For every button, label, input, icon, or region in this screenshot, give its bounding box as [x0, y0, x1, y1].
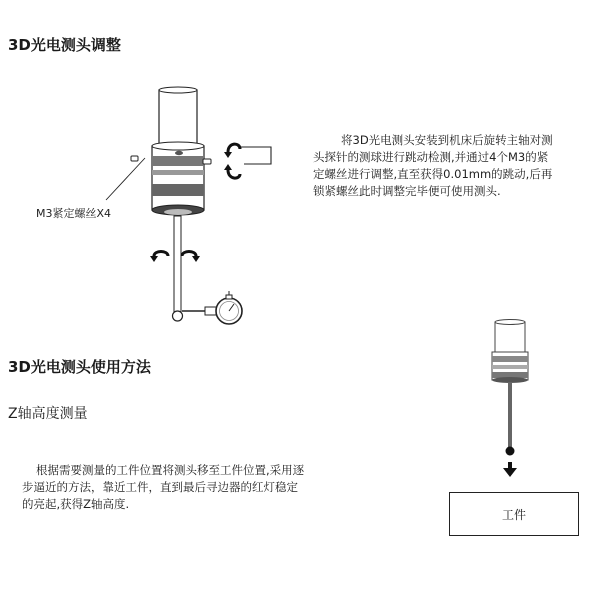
probe2-ball [506, 447, 515, 456]
section2-line-1: 根据需要测量的工件位置将测头移至工件位置,采用逐 [36, 463, 305, 477]
section2-subtitle: Z轴高度测量 [8, 406, 88, 422]
section1-line-3: 定螺丝进行调整,直至获得0.01mm的跳动,后再 [313, 167, 553, 181]
section1-line-2: 头探针的测球进行跳动检测,并通过4个M3的紧 [313, 150, 549, 164]
section2-title: 3D光电测头使用方法 [8, 358, 151, 376]
section1-title: 3D光电测头调整 [8, 36, 121, 54]
down-arrow [503, 468, 517, 477]
workpiece-label: 工件 [501, 507, 526, 522]
section1-line-4: 锁紧螺丝此时调整完毕便可使用测头. [313, 184, 501, 198]
section2-line-2: 步逼近的方法，靠近工件，直到最后寻边器的红灯稳定 [22, 480, 298, 494]
section2-line-3: 的亮起,获得Z轴高度. [22, 497, 130, 511]
screw-label: M3紧定螺丝X4 [36, 207, 112, 220]
section1-line-1: 将3D光电测头安装到机床后旋转主轴对测 [341, 133, 553, 147]
workpiece-box [449, 492, 579, 536]
